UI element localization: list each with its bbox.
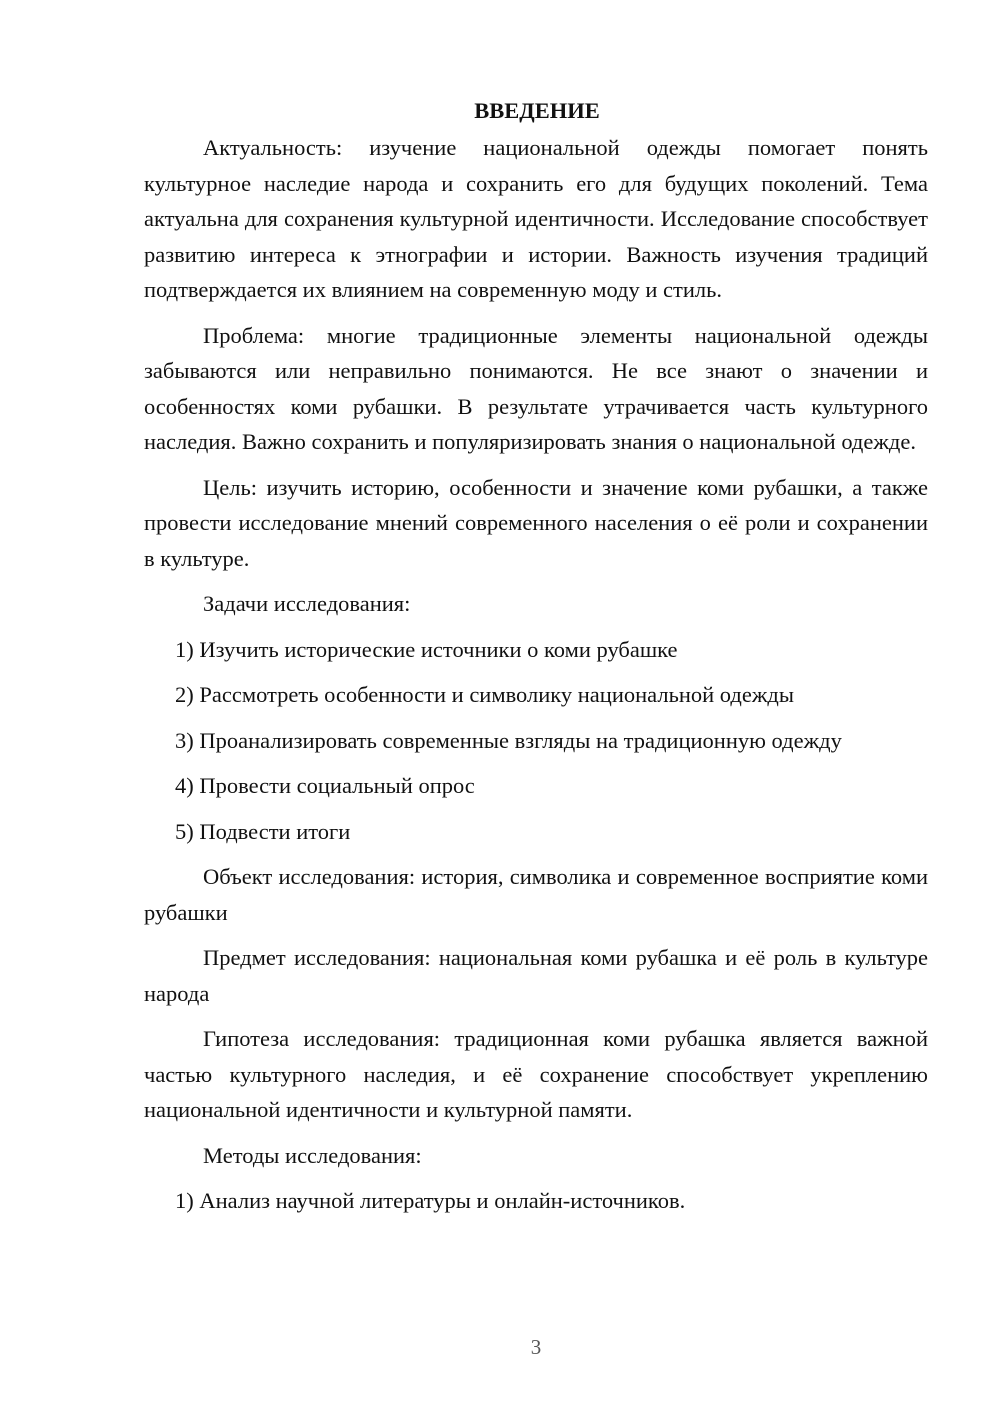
relevance-paragraph: Актуальность: изучение национальной одежды помогает понять культурное наследие народа и сохранить его для будущих поколений. Тема актуальна для сохранения культурной идентичности. Исследование способствует развитию интереса к этнографии и истории. Важность изучения традиций подтверждается их влиянием на современную моду и стиль. <box>144 135 928 302</box>
goal-paragraph: Цель: изучить историю, особенности и значение коми рубашки, а также провести исследование мнений современного населения о её роли и сохранении в культуре. <box>144 474 928 571</box>
subject-paragraph: Предмет исследования: национальная коми рубашка и её роль в культуре народа <box>144 945 928 1006</box>
task-item-5: 5) Подвести итоги <box>175 818 351 844</box>
task-item-1: 1) Изучить исторические источники о коми рубашке <box>175 636 678 662</box>
task-item-4: 4) Провести социальный опрос <box>175 773 475 798</box>
methods-heading: Методы исследования: <box>203 1142 422 1168</box>
object-paragraph: Объект исследования: история, символика и современное восприятие коми рубашки <box>144 864 928 925</box>
tasks-heading: Задачи исследования: <box>203 591 411 616</box>
problem-paragraph: Проблема: многие традиционные элементы национальной одежды забываются или неправильно понимаются. Не все знают о значении и особенностях коми рубашки. В результате утрачивается часть культурного наследия. Важно сохранить и популяризировать знания о национальной одежде. <box>144 322 928 454</box>
method-item-1: 1) Анализ научной литературы и онлайн-источников. <box>175 1188 686 1213</box>
document-body <box>144 93 928 1219</box>
task-item-2: 2) Рассмотреть особенности и символику национальной одежды <box>175 682 794 707</box>
task-item-3: 3) Проанализировать современные взгляды на традиционную одежду <box>175 727 842 753</box>
page-title: ВВЕДЕНИЕ <box>474 98 600 123</box>
page-number: 3 <box>530 1335 542 1359</box>
hypothesis-paragraph: Гипотеза исследования: традиционная коми рубашка является важной частью культурного наследия, и её сохранение способствует укреплению национальной идентичности и культурной памяти. <box>144 1026 928 1122</box>
